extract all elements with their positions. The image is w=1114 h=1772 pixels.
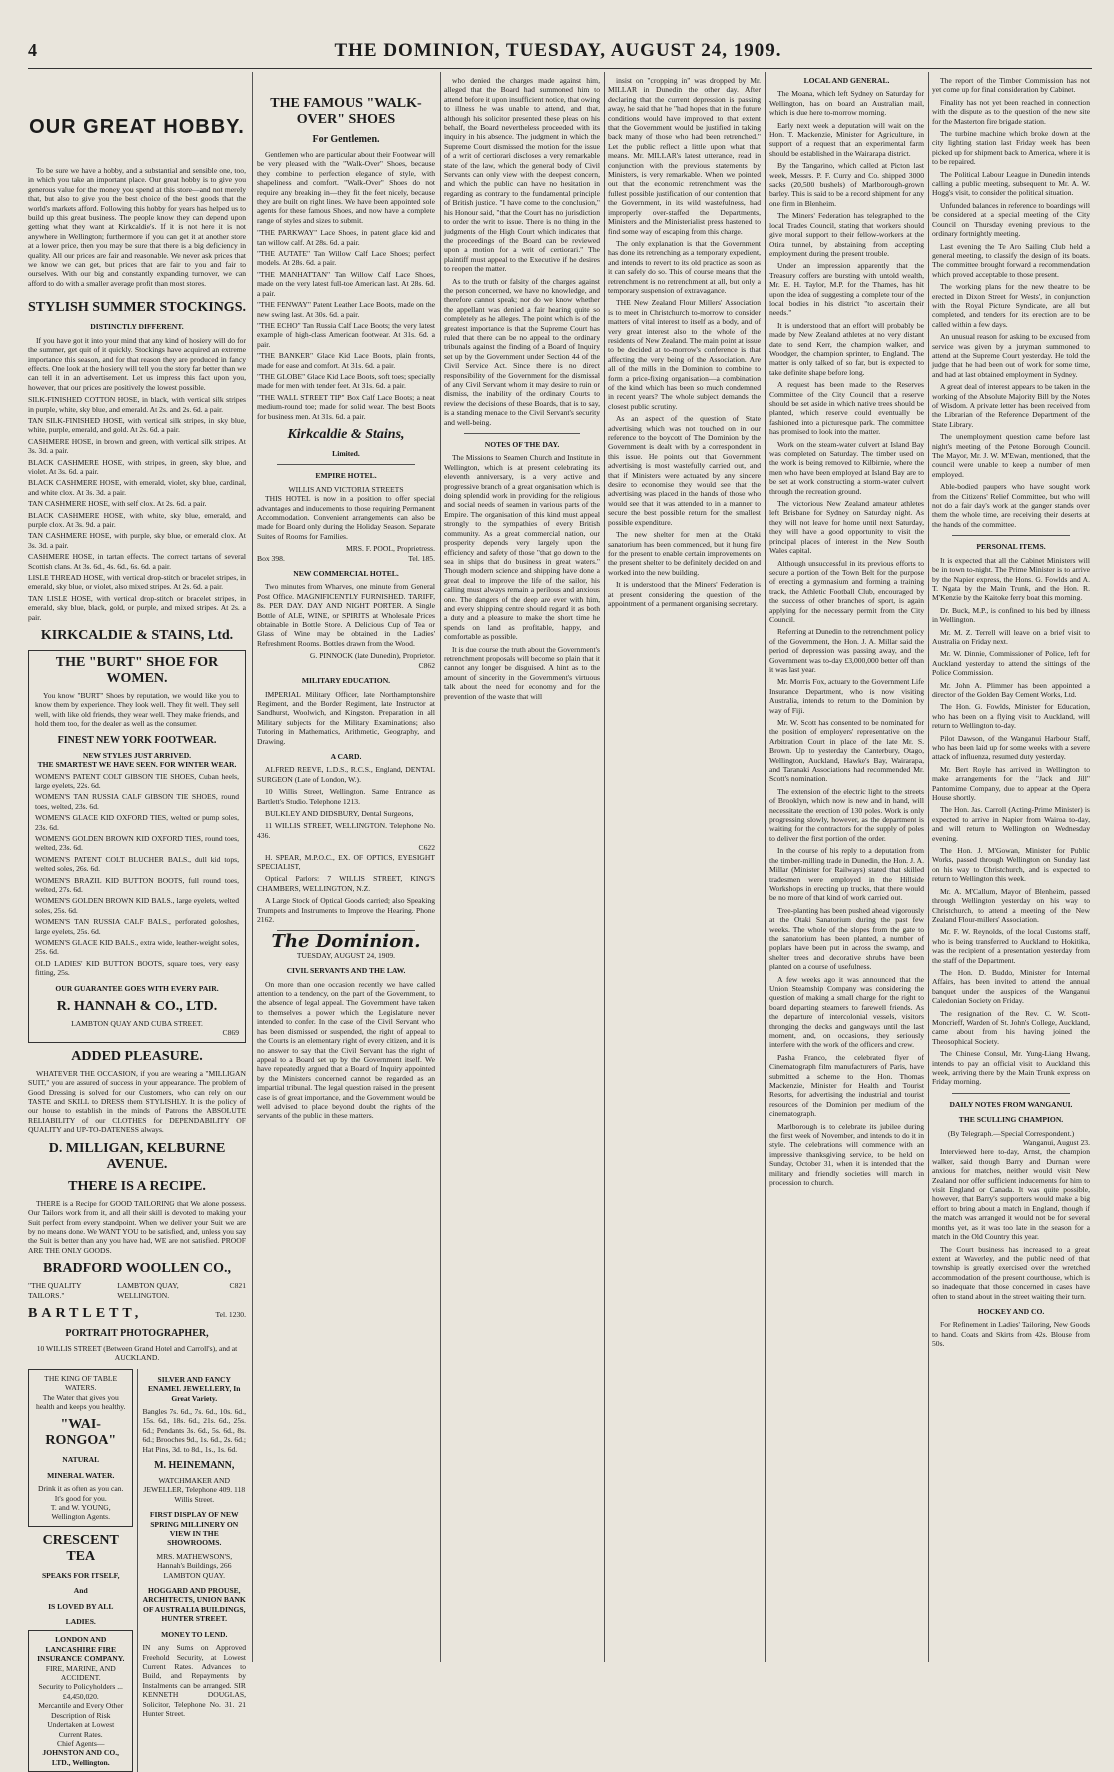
local-item: By the Tangarino, which called at Picton last week, Messrs. P. F. Curry and Co. shipped 3000 sacks (20,500 bushels) of Marlborough-grown barley. This is said to be a record shipment for any one firm in Blenheim.	[769, 161, 924, 208]
personal-item: It is expected that all the Cabinet Ministers will be in town to-night. The Prime Minister is to arrive by the Napier express, the Hons. G. Fowlds and A. T. Ngata by the Main Trunk, and the Hon. R. M'Kenzie by the Kaitoke ferry boat this morning.	[932, 555, 1090, 603]
column-divider	[252, 72, 253, 1662]
walkover-item: "THE FENWAY" Patent Leather Lace Boots, made on the new swing last. At 30s. 6d. a pair.	[257, 300, 435, 319]
millinery-title: FIRST DISPLAY OF NEW SPRING MILLINERY ON VIEW IN THE SHOWROOMS.	[149, 1510, 239, 1548]
personal-item: Mr. F. W. Reynolds, of the local Customs staff, who is being transferred to Auckland to Hokitika, was the recipient of a presentation yesterday from the staff of the Department.	[932, 927, 1090, 965]
column-notes-continued	[608, 76, 761, 1666]
millers-text: THE New Zealand Flour Millers' Association is to meet in Christchurch to-morrow to consider matters of vital interest to itself as a body, and of very great interest also to the whole of the residents of New Zealand. The main point at issue to be decided at to-morrow's conference is that affecting the very being of the Association. Are all of the mills in the Dominion to combine to form a price-fixing organisation—a combination of the kind which has been so much condemned in recent years? The whole subject demands the closest public scrutiny.	[608, 298, 761, 411]
crescent-title: CRESCENT TEA	[42, 1532, 119, 1564]
advertising-text: As an aspect of the question of State advertising which was not touched on in our reference to the boycott of The Dominion by the Government is dealt with by a correspondent in this issue. He points out that Government advertising is most wastefully carried out, and that if Ministers were actuated by any sincere desire to economise they would see that the advertising was placed in the hands of those who would see that it was attended to in a manner to secure the best possible return for the smallest possible expenditure.	[608, 414, 761, 527]
hockey-text: For Refinement in Ladies' Tailoring, New Goods to hand. Coats and Skirts from 42s. Blouse from 50s.	[932, 1320, 1090, 1349]
heinemann-name: M. HEINEMANN,	[154, 1460, 235, 1471]
stocking-item: TAN LISLE HOSE, with vertical drop-stitch or bracelet stripes, in emerald, sky blue, black, gold, or purple, and mixed stripes. At 2s. a pair.	[28, 593, 246, 622]
spear-address: Optical Parlors: 7 WILLIS STREET, KING'S CHAMBERS, WELLINGTON, N.Z.	[257, 874, 435, 893]
local-item: The extension of the electric light to the streets of Brooklyn, which now is new and in hand, will necessitate the erection of 130 poles. Work is only progressing slowly, however, as the department is waiting for the contractors for the supply of poles to deliver the first portion of the order.	[769, 786, 924, 843]
pleasure-title: ADDED PLEASURE.	[71, 1048, 203, 1064]
dominion-title: The Dominion.	[271, 931, 421, 953]
stocking-item: BLACK CASHMERE HOSE, with emerald, violet, sky blue, cardinal, and white clox. At 3s. 3d. a pair.	[28, 478, 246, 497]
bottom-ads-left	[28, 1369, 133, 1772]
column-divider	[440, 72, 441, 1662]
commercial-proprietor: G. PINNOCK (late Dunedin), Proprietor.	[309, 651, 435, 661]
empire-tel: Tel. 185.	[408, 553, 435, 563]
recipe-text: THERE is a Recipe for GOOD TAILORING that We alone possess. Our Tailors work from it, and all their skill is devoted to making your Suit perfect from every standpoint. When we deliver your Suit we are by no means done. We WANT YOU to be satisfied, and, unless you say the Suit is better than any you have had, WE are not satisfied. PROOF ARE THE ONLY GOODS.	[28, 1198, 246, 1255]
bradford-address: LAMBTON QUAY, WELLINGTON.	[117, 1281, 179, 1300]
bradford-code: C821	[229, 1281, 246, 1291]
kirkcaldie-limited: Limited.	[332, 448, 360, 458]
burt-item: WOMEN'S PATENT COLT GIBSON TIE SHOES, Cuban heels, large eyelets, 22s. 6d.	[35, 771, 239, 790]
money-ad: MONEY TO LEND.	[161, 1629, 228, 1639]
editorial-text-1: who denied the charges made against him, alleged that the Board had summoned him to attend before it upon insufficient notice, that owing to illness he was unable to attend, and that, although his solicitor presented these pleas on his behalf, the Board nevertheless proceeded with its inquiry in his absence. The judgment in which the Supreme Court dismissed the motion for the issue of a writ of certiorari discloses a very remarkable state of the law, which the general body of Civil Servants can only view with the deepest concern, and which the public can have no hesitation in regarding as contrary to the fundamental principle of British justice. "I have come to the conclusion," his Honour said, "that the Court has no jurisdiction to order the writ to issue. There is no thing in the judgments of the High Court which indicates that the proceedings of the Board can be reviewed upon a motion for a writ of certiorari." The plaintiff must appeal to the Executive if he desires to reopen the matter.	[444, 76, 600, 274]
empire-proprietor: MRS. F. POOL, Proprietress.	[345, 544, 435, 554]
london-agent-label: Chief Agents—	[57, 1738, 105, 1748]
news-item: A great deal of interest appears to be taken in the working of the Absolute Majority Bill by the Notes of Wisdom. A private letter has been received from the Librarian of the Reference Department of the State Library.	[932, 382, 1090, 429]
sculling-byline: (By Telegraph.—Special Correspondent.)	[947, 1128, 1075, 1138]
column-editorial-continued	[444, 76, 600, 1666]
column-personal-wanganui	[932, 76, 1090, 1666]
column-divider	[928, 72, 929, 1662]
reeve-address: 10 Willis Street, Wellington. Same Entrance as Bartlett's Studio. Telephone 1213.	[257, 787, 435, 806]
news-item: Able-bodied paupers who have sought work from the Citizens' Relief Committee, but who will not do a fair day's work at the ganger stands over them the whole time, are receiving their deserts at the hands of the committee.	[932, 482, 1090, 529]
bradford-tagline: "THE QUALITY TAILORS."	[28, 1281, 82, 1300]
sculling-place: Wanganui, August 23.	[1022, 1138, 1090, 1148]
stocking-item: LISLE THREAD HOSE, with vertical drop-stitch or bracelet stripes, in emerald, sky blue, or violet, also mixed stripes. At 2s. 6d. a pair.	[28, 573, 246, 592]
recipe-title: THERE IS A RECIPE.	[68, 1178, 206, 1194]
page-number: 4	[28, 40, 37, 60]
burt-item: WOMEN'S TAN RUSSIA CALF BALS., perforated goloshes, large eyelets, 25s. 6d.	[35, 917, 239, 936]
notes-text-2: It is due course the truth about the Government's retrenchment proposals will become so plain that it cannot any longer be disguised. A hint as to the amount of sincerity in the Government's virtuous talk about the need for economy and for the prevention of the waste that will	[444, 644, 600, 701]
military-text: IMPERIAL Military Officer, late Northamptonshire Regiment, and the Border Regiment, late Instructor at Sandhurst, Woolwich, and Kingston. Preparation in all Military subjects for the Military Examinations; also Tutoring in Mathematics, Arithmetic, Geography, and Drawing.	[257, 689, 435, 746]
walkover-item: "THE ECHO" Tan Russia Calf Lace Boots; the very latest example of high-class American footwear. At 31s. 6d. a pair.	[257, 320, 435, 349]
news-item: The working plans for the new theatre to be erected in Dixon Street for Wests', in conjunction with the Royal Picture Syndicate, are all but completed, and tenders for its erection are to be called within a few days.	[932, 282, 1090, 329]
local-item: A request has been made to the Reserves Committee of the City Council that a reserve should be set aside in which native trees should be planted, which reserve could eventually be fashioned into a picturesque park. The committee has promised to look into the matter.	[769, 380, 924, 437]
column-divider	[765, 72, 766, 1662]
local-general-title: LOCAL AND GENERAL.	[803, 76, 890, 85]
local-item: Although unsuccessful in its previous efforts to secure a portion of the Town Belt for the purpose of erecting a gymnasium and forming a training track, the Athletic Football Club, encouraged by the success of other branches of sport, is again applying for the necessary permit from the City Council.	[769, 558, 924, 624]
silver-list: Bangles 7s. 6d., 7s. 6d., 10s. 6d., 15s. 6d., 18s. 6d., 21s. 6d., 25s. 6d.; Pendants 3s. 6d., 5s. 6d., 8s. 6d.; Brooches 9d., 1s. 6d., 2s. 6d.; Hat Pins, 3d. to 8d., 1s., 1s. 6d.	[142, 1406, 246, 1454]
personal-item: Mr. John A. Plimmer has been appointed a director of the Golden Bay Cement Works, Ltd.	[932, 680, 1090, 699]
local-item: Mr. W. Scott has consented to be nominated for the position of employers' representative on the Arbitration Court in place of the late Mr. S. Brown. Up to yesterday the Canterbury, Otago, Wellington, Auckland, Hawke's Bay, Wairarapa, and Taranaki Associations had recommended Mr. Scott's nomination.	[769, 718, 924, 784]
hobby-text: To be sure we have a hobby, and a substantial and sensible one, too, in which you take an important place. Our great hobby is to give you generous value for the money you spend at this store—and not merely that, but also to give you the best choice of the best goods that the world's markets afford. Following this hobby for years has helped us to build up this great business. The people know they can depend upon getting what they want at Kirkcaldie's. If it is not here it is not anywhere in Wellington; furthermore if you can get it at another store at a lower price, then you may be sure that there is a big deficiency in quality. All our prices are fair and reasonable. We never ask prices that we know we can get, but prices that are fair to you and fair to ourselves. With our big and constantly expanding turnover, we can afford to do with a smaller average profit than most stores.	[28, 166, 246, 288]
empire-text: THIS HOTEL is now in a position to offer special advantages and inducements to those requiring Permanent Accommodation. Convenient arrangements can also be made for Board only during the Holiday Season. Separate Suites of Rooms for Families.	[257, 494, 435, 541]
stocking-item: BLACK CASHMERE HOSE, with stripes, in green, sky blue, and violet. At 3s. 6d. a pair.	[28, 457, 246, 476]
local-item: Tree-planting has been pushed ahead vigorously at the Otaki Sanatorium during the past few weeks. The whole of the slopes from the gate to the sanatorium has been planted, a number of poplars have been put in across the swamp, and shelter trees and decorative shrubs have been planted on a course of usefulness.	[769, 905, 924, 972]
bartlett-tel: Tel. 1230.	[215, 1309, 246, 1319]
local-item: Early next week a deputation will wait on the Hon. T. Mackenzie, Minister for Agriculture, in support of a request that an experimental farm should be established in the Wairarapa district.	[769, 120, 924, 158]
wai-sub: The Water that gives you health and keeps you healthy.	[35, 1392, 126, 1411]
wai-agents: T. and W. YOUNG, Wellington Agents.	[50, 1503, 111, 1522]
news-item: The turbine machine which broke down at the city lighting station last Friday week has been picked up for shipment back to America, where it is to be repaired.	[932, 129, 1090, 167]
local-item: Work on the steam-water culvert at Island Bay was completed on Saturday. The timber used on the work is being removed to Kilbirnie, where the men who have been employed at Island Bay are to be set at work constructing a storm-water culvert through the recreation ground.	[769, 439, 924, 496]
stocking-item: BLACK CASHMERE HOSE, with white, sky blue, emerald, and purple clox. At 3s. 9d. a pair.	[28, 510, 246, 529]
wanganui-title: DAILY NOTES FROM WANGANUI.	[949, 1099, 1073, 1109]
local-item: Referring at Dunedin to the retrenchment policy of the Government, the Hon. J. A. Millar said the period of depression was passing away, and the Government was to-day £3,000,000 better off than it was last year.	[769, 627, 924, 674]
bartlett-row	[28, 1306, 246, 1322]
column-divider	[604, 72, 605, 1662]
masthead-rule	[28, 68, 1092, 69]
personal-item: Mr. Bert Royle has arrived in Wellington to make arrangements for the "Jack and Jill" Pantomime Company, due to appear at the Opera House shortly.	[932, 764, 1090, 803]
empire-title: EMPIRE HOTEL.	[315, 471, 377, 481]
wai-mineral: MINERAL WATER.	[47, 1470, 115, 1480]
newspaper-title: THE DOMINION, TUESDAY, AUGUST 24, 1909.	[334, 40, 782, 61]
hannah-address: LAMBTON QUAY AND CUBA STREET.	[71, 1019, 203, 1029]
hannah-name: R. HANNAH & CO., LTD.	[56, 999, 218, 1015]
news-item: The unemployment question came before last night's meeting of the Petone Borough Council. The Mayor, Mr. J. W. M'Ewan, mentioned, that the council were unable to keep a number of men employed.	[932, 432, 1090, 479]
notes-title: NOTES OF THE DAY.	[484, 440, 560, 450]
hobby-title: OUR GREAT HOBBY.	[29, 116, 245, 138]
personal-item: Mr. W. Dinnie, Commissioner of Police, left for Auckland yesterday to attend the sittings of the Police Commission.	[932, 649, 1090, 678]
masthead	[28, 40, 1088, 66]
spear-text: A Large Stock of Optical Goods carried; also Speaking Trumpets and Instruments to Improve the Hearing. Phone 2162.	[257, 896, 435, 925]
news-item: The Political Labour League in Dunedin intends calling a public meeting, subsequent to Mr. A. W. Hogg's visit, to consider the political situation.	[932, 169, 1090, 198]
news-item: The report of the Timber Commission has not yet come up for final consideration by Cabinet.	[932, 76, 1090, 95]
divider	[464, 433, 580, 434]
wai-drink: Drink it as often as you can. It's good for you.	[38, 1484, 124, 1503]
crescent-line: LADIES.	[65, 1617, 96, 1627]
burt-title: THE "BURT" SHOE FOR WOMEN.	[55, 655, 219, 687]
burt-item: WOMEN'S GLACE KID OXFORD TIES, welted or pump soles, 23s. 6d.	[35, 813, 239, 832]
divider	[952, 535, 1070, 536]
notes-text: The Missions to Seamen Church and Institute in Wellington, which is at present celebrating its eleventh anniversary, is a very active and progressive branch of a great organisation which is doing splendid work in providing for the religious and social needs of seamen in various parts of the Empire. The organisation of this kind must appeal strongly to the sympathies of every British community. As a great commercial nation, our prosperity depends very largely upon the efficiency and safety of those "that go down to the sea in ships that do business in great waters." Though modern science and shipping have done a great deal to improve the life of the sailor, his calling must always remain a perilous and anxious one. The dangers of the deep are ever with him, and every shipping centre should regard it as both a duty and a pleasure to make the short time he spends on land as profitable, happy, and comfortable as possible.	[444, 453, 600, 642]
london-ad	[28, 1630, 133, 1772]
pleasure-text: WHATEVER THE OCCASION, if you are wearing a "MILLIGAN SUIT," you are assured of success in your appearance. The problem of Good Dressing is solved for our Customers, who can rely on our TASTE and SKILL to DRESS them STYLISHLY. It is the policy of our house to establish in the minds of Patrons the ABSOLUTE RELIABILITY of our CLOTHES for DEPENDABILITY OF QUALITY and UP-TO-DATENESS always.	[28, 1068, 246, 1135]
personal-item: Mr. A. M'Callum, Mayor of Blenheim, passed through Wellington yesterday on his way to Christchurch, to attend a meeting of the New Zealand Flour-millers' Association.	[932, 886, 1090, 924]
commercial-title: NEW COMMERCIAL HOTEL.	[293, 569, 399, 579]
walkover-item: "THE WALL STREET TIP" Box Calf Lace Boots; a neat medium-round toe; made for solid wear. The best Boots for business men. At 31s. 6d. a pair.	[257, 392, 435, 421]
london-title: LONDON AND LANCASHIRE FIRE INSURANCE COMPANY.	[37, 1635, 125, 1664]
personal-item: Pilot Dawson, of the Wanganui Harbour Staff, who has been laid up for some weeks with a severe attack of influenza, resumed duty yesterday.	[932, 733, 1090, 762]
burt-item: WOMEN'S BRAZIL KID BUTTON BOOTS, full round toes, welted, 27s. 6d.	[35, 875, 239, 894]
london-agents: JOHNSTON AND CO., LTD., Wellington.	[42, 1748, 120, 1767]
wai-name: "WAI-RONGOA"	[45, 1417, 117, 1449]
burt-subtitle-3: THE SMARTEST WE HAVE SEEN. FOR WINTER WEAR.	[37, 760, 237, 770]
personal-item: The Hon. Jas. Carroll (Acting-Prime Minister) is expected to arrive in Napier from Wairoa to-day, and will return to Wellington on Wednesday evening.	[932, 805, 1090, 843]
bulkley-name: BULKLEY AND DIDSBURY, Dental Surgeons,	[265, 808, 414, 818]
column-local-general	[769, 76, 924, 1666]
wai-rongoa-ad	[28, 1369, 133, 1527]
personal-title: PERSONAL ITEMS.	[976, 542, 1046, 552]
news-item: Finality has not yet been reached in connection with the dispute as to the question of the new site for the Masterton fire brigade station.	[932, 97, 1090, 126]
editorial-text: On more than one occasion recently we have called attention to a tendency, on the part of the Government, to the absence of legal appeal. The Government have taken to themselves a power which the Legislature never intended to confer. In the case of the Civil Servant who has been dismissed or suspended, the right of appeal to the Courts is an elementary right of every citizen, and it is no answer to say that the Civil Servant has the right of appeal to a Board set up by the Government itself. We have repeatedly argued that a Board of Inquiry appointed by the Ministers concerned cannot be regarded as an impartial tribunal. The legal question raised in the present case is of great importance, and the Government would be well advised to place beyond doubt the rights of the servants of the public in these matters.	[257, 979, 435, 1121]
burt-subtitle: FINEST NEW YORK FOOTWEAR.	[57, 734, 217, 746]
walkover-item: "THE AUTATE" Tan Willow Calf Lace Shoes; perfect models. At 28s. 6d. a pair.	[257, 249, 435, 268]
stockings-text: If you have got it into your mind that any kind of hosiery will do for the summer, get quit of it quickly. Stockings have acquired an extreme importance this season, and for that reason they are produced in fancy effects. One look at the hosiery will tell you the story far better than we can tell it in an advertisement. Let us impress this fact upon you, however, that our prices are positively the lowest possible.	[28, 335, 246, 392]
empire-box: Box 398.	[257, 553, 285, 563]
wai-natural: NATURAL	[62, 1455, 100, 1465]
silver-ad: SILVER AND FANCY ENAMEL JEWELLERY, In Great Variety.	[147, 1374, 241, 1403]
personal-item: Mr. M. Z. Terrell will leave on a brief visit to Australia on Friday next.	[932, 627, 1090, 646]
stockings-subtitle: DISTINCTLY DIFFERENT.	[90, 322, 184, 332]
hannah-code: C869	[222, 1028, 239, 1038]
local-item: The Miners' Federation has telegraphed to the local Trades Council, stating that workers should give moral support to their fellow-workers at the Otira tunnel, by abstaining from accepting employment during the present trouble.	[769, 211, 924, 258]
notes-continued-1: insist on "cropping in" was dropped by Mr. MILLAR in Dunedin the other day. After declaring that the current depression is passing away, he said that he "had hopes that in the future conditions would have improved to that extent that the Government would be justified in taking back many of those who had been retrenched." Let the public reflect a little upon what that means. Mr. MILLAR's latest utterance, read in conjunction with the previous statements by Ministers, is very remarkable. When we pointed out that the economic retrenchment was the fullest possible justification of our contention that the Government, in its wild wastefulness, had improperly over-staffed the Departments, Ministers and the Ministerialist press hastened to find some way of escaping from this charge.	[608, 76, 761, 236]
commercial-text: Two minutes from Wharves, one minute from General Post Office. MAGNIFICENTLY FURNISHED. TARIFF, 8s. PER DAY. DAY AND NIGHT PORTER. A Single Bottle of ALE, WINE, or SPIRITS at Wholesale Prices obtainable in Bottle Store. A Delicious Cup of Tea or Glass of Wine may be obtained in the Ladies' Refreshment Rooms. Bottles drawn from the Wood.	[257, 582, 435, 648]
miners-text: It is understood that the Miners' Federation is at present considering the question of the appointment of a permanent organising secretary.	[608, 580, 761, 608]
bottom-ads-row	[28, 1369, 246, 1772]
crescent-line: And	[73, 1586, 88, 1596]
personal-item: The Hon. J. M'Gowan, Minister for Public Works, passed through Wellington on Sunday last on his way to Christchurch, and is expected to return to Wellington this week.	[932, 846, 1090, 884]
dominion-date: TUESDAY, AUGUST 24, 1909.	[296, 950, 396, 960]
stocking-item: TAN CASHMERE HOSE, with self clox. At 2s. 6d. a pair.	[28, 499, 207, 509]
bartlett-subtitle: PORTRAIT PHOTOGRAPHER,	[65, 1327, 209, 1339]
walkover-text: Gentlemen who are particular about their Footwear will be very pleased with the "Walk-Over" Shoes, because they combine to perfection elegance of style, with shapeliness and comfort. "Walk-Over" Shoes do not require any breaking in—they fit the feet nicely, because they are built on right lines. We have been appointed sole agents for these famous Shoes, and now have a complete range of styles and sizes to submit.	[257, 150, 435, 225]
burt-item: WOMEN'S GLACE KID BALS., extra wide, leather-weight soles, 25s. 6d.	[35, 938, 239, 957]
burt-text: You know "BURT" Shoes by reputation, we would like you to know them by experience. They look well. They fit well. They sell well, with like old friends, they wear well. They make friends, and hold them too, for the dealer as well as the consumer.	[35, 691, 239, 729]
local-item: Under an impression apparently that the Treasury coffers are bursting with untold wealth, Mr. E. H. Taylor, M.P. for the Thames, has hit upon the idea of suggesting a complete tour of the local bodies in his district "to ascertain their needs."	[769, 261, 924, 318]
walkover-subtitle: For Gentlemen.	[312, 134, 380, 145]
local-item: In the course of his reply to a deputation from the timber-milling trade in Dunedin, the Hon. J. A. Millar (Minister for Railways) stated that skilled tradesmen were employed in the Hillside Workshops in erecting up trucks, that there would be no more of that kind of work carried out.	[769, 846, 924, 903]
burt-shoe-ad	[28, 650, 246, 1043]
local-item: A few weeks ago it was announced that the Union Steamship Company was considering the question of making a small charge for the right to board departing steamers to farewell friends. As the departure of intercolonial vessels, visitors thronging the decks and gangways until the last moment, and, on occasions, they seriously interfere with the work of the officers and crew.	[769, 974, 924, 1050]
local-item: Pasha Franco, the celebrated flyer of Cinematograph film manufacturers of Paris, have submitted a scheme to the Hon. Thomas Mackenzie, Minister for Health and Tourist Resorts, for advertising the industrial and tourist resources of the Dominion per medium of the cinematograph.	[769, 1052, 924, 1119]
editorial-text-2: As to the truth or falsity of the charges against the person concerned, we have no knowledge, and therefore cannot speak; nor do we know whether the appellant was denied a fair hearing quite so completely as he alleges. The point which is of the greatest importance is that the Supreme Court has ruled that there can be no appeal to the ordinary tribunals against the finding of a Board of Inquiry set up by the Government under Section 44 of the Civil Service Act. Since there is no direct responsibility of the Government for the dismissal of any Civil Servant whom it may desire to ruin or dismiss, the inability of the ordinary Courts to review the decisions of these Boards, that is to say, is a standing menace to the Civil Servant's security and well-being.	[444, 276, 600, 427]
burt-item: WOMEN'S TAN RUSSIA CALF GIBSON TIE SHOES, round toes, welted, 23s. 6d.	[35, 792, 239, 811]
personal-item: The Chinese Consul, Mr. Yung-Liang Hwang, intends to pay an official visit to Auckland this week, arriving there by the Main Trunk express on Friday morning.	[932, 1049, 1090, 1087]
personal-item: The Hon. D. Buddo, Minister for Internal Affairs, has been invited to attend the annual banquet under the auspices of the Wanganui Caledonian Society on Friday.	[932, 967, 1090, 1006]
burt-item: WOMEN'S GOLDEN BROWN KID BALS., large eyelets, welted soles, 25s. 6d.	[35, 896, 239, 915]
burt-guarantee: OUR GUARANTEE GOES WITH EVERY PAIR.	[55, 983, 219, 993]
divider	[952, 1093, 1070, 1094]
millinery-name: MRS. MATHEWSON'S, Hannah's Buildings, 266 LAMBTON QUAY.	[156, 1551, 233, 1580]
military-title: MILITARY EDUCATION.	[301, 676, 391, 686]
stocking-item: TAN SILK-FINISHED HOSE, with vertical silk stripes, in sky blue, white, purple, emerald, and gold. At 2s. 6d. a pair.	[28, 415, 246, 435]
burt-item: OLD LADIES' KID BUTTON BOOTS, square toes, very easy fitting, 25s.	[35, 958, 239, 978]
bulkley-address: 11 WILLIS STREET, WELLINGTON. Telephone No. 436.	[257, 821, 435, 840]
milligan-name: D. MILLIGAN, KELBURNE AVENUE.	[48, 1140, 226, 1172]
personal-item: The resignation of the Rev. C. W. Scott-Moncrieff, Warden of St. John's College, Auckland, came about from his having joined the Theosophical Society.	[932, 1008, 1090, 1046]
burt-subtitle-2: NEW STYLES JUST ARRIVED.	[82, 750, 192, 760]
news-item: Unfunded balances in reference to boardings will be considered at a special meeting of the City Council on Thursday evening previous to the ordinary fortnightly meeting.	[932, 200, 1090, 239]
sanatorium-text: The new shelter for men at the Otaki sanatorium has been commenced, but it hung fire for the present to enable certain improvements on the present shelter to be definitely decided on and worked into the new building.	[608, 530, 761, 577]
stocking-item: CASHMERE HOSE, in brown and green, with vertical silk stripes. At 3s. 3d. a pair.	[28, 436, 246, 456]
london-sub: FIRE, MARINE, AND ACCIDENT.	[45, 1663, 116, 1683]
news-item: Last evening the Te Aro Sailing Club held a general meeting, to classify the design of its boats. The committee brought forward a recommendation which proved acceptable to those present.	[932, 241, 1090, 279]
bulkley-code: C622	[418, 843, 435, 853]
walkover-title: THE FAMOUS "WALK-OVER" SHOES	[270, 96, 422, 127]
local-item: Marlborough is to celebrate its jubilee during the first week of November, and intends to do it in style. The celebrations will commence with an impressive thanksgiving service, to be held on Sunday, October 31, when it is intended that the military and friendly societies will march in procession to church.	[769, 1121, 924, 1188]
personal-item: The Hon. G. Fowlds, Minister for Education, who has been on a flying visit to Auckland, will return to Wellington to-day.	[932, 702, 1090, 731]
burt-item: WOMEN'S GOLDEN BROWN KID OXFORD TIES, round toes, welted, 23s. 6d.	[35, 833, 239, 853]
bradford-row	[28, 1281, 246, 1300]
bottom-ads-right	[137, 1369, 246, 1772]
news-item: An unusual reason for asking to be excused from service was given by a juryman summoned to attend at the Supreme Court yesterday. He told the judge that he had been out of work for some time, and had at last obtained employment in Sydney.	[932, 332, 1090, 379]
stockings-title: STYLISH SUMMER STOCKINGS.	[28, 300, 246, 316]
notes-continued-2: The only explanation is that the Government has done its retrenching as a temporary expedient, and intends to revert to its old practice as soon as it can safely do so. This of course means that the retrenchment is no retrenchment at all, but only a temporary suspension of extravagance.	[608, 238, 761, 295]
editorial-title: CIVIL SERVANTS AND THE LAW.	[286, 966, 406, 976]
hoggard-ad: HOGGARD AND PROUSE, ARCHITECTS, UNION BANK OF AUSTRALIA BUILDINGS, HUNTER STREET.	[142, 1586, 246, 1624]
local-item: The victorious New Zealand amateur athletes left Brisbane for Sydney on Saturday night. As they will not leave for home until next Saturday, they will have a good opportunity to visit the principal places of interest in the New South Wales capital.	[769, 499, 924, 556]
column-kirkcaldie-ads	[28, 76, 246, 1767]
local-item: It is understood that an effort will probably be made by New Zealand athletes at no very distant date to send Kerr, the champion walker, and Woodger, the champion sprinter, to England. The matter is only talked of so far, but is expected to take definite shape before long.	[769, 320, 924, 377]
heinemann-sub: WATCHMAKER AND JEWELLER, Telephone 409. 118 Willis Street.	[143, 1476, 246, 1504]
crescent-line: IS LOVED BY ALL	[48, 1601, 114, 1611]
bartlett-name: BARTLETT,	[28, 1305, 143, 1321]
wai-top: THE KING OF TABLE WATERS.	[44, 1373, 118, 1393]
local-item: The Moana, which left Sydney on Saturday for Wellington, has on board an Australian mail, which is due here to-morrow morning.	[769, 89, 924, 118]
empire-address: WILLIS AND VICTORIA STREETS	[288, 484, 404, 494]
sculling-text: Interviewed here to-day, Arnst, the champion walker, said though Barry and Durnan were anxious for matches, neither would visit New Zealand nor offer sufficient inducements for him to visit England or Canada. It was quite possible, however, that Barry's supporters would make a big effort to bring about a match in England, though if the match was arranged it would not be for several months yet, as it was too late in the season for a match in the Old Country this year.	[932, 1147, 1090, 1242]
hockey-title: HOCKEY AND CO.	[977, 1306, 1045, 1316]
column-walkover-editorial	[257, 76, 435, 1666]
london-security: Security to Policyholders ... £4,450,020.	[38, 1682, 123, 1701]
bradford-name: BRADFORD WOOLLEN CO.,	[43, 1261, 231, 1277]
burt-item: WOMEN'S PATENT COLT BLUCHER BALS., dull kid tops, welted soles, 26s. 6d.	[35, 854, 239, 874]
commercial-code: C862	[418, 660, 435, 670]
money-text: IN any Sums on Approved Freehold Security, at Lowest Current Rates. Advances to Build, and Repayments by Instalments can be arranged. SIR KENNETH DOUGLAS, Solicitor, Telephone No. 31. 21 Hunter Street.	[142, 1643, 246, 1718]
divider	[277, 464, 415, 465]
bartlett-address: 10 WILLIS STREET (Between Grand Hotel and Carroll's), and at AUCKLAND.	[36, 1343, 238, 1363]
card-title: A CARD.	[330, 751, 362, 761]
walkover-item: "THE PARKWAY" Lace Shoes, in patent glace kid and tan willow calf. At 28s. 6d. a pair.	[257, 228, 435, 247]
empire-contact	[257, 554, 435, 563]
crescent-line: SPEAKS FOR ITSELF,	[41, 1570, 120, 1580]
kirkcaldie-signature: KIRKCALDIE & STAINS, Ltd.	[40, 628, 234, 644]
walkover-item: "THE BANKER" Glace Kid Lace Boots, plain fronts, made for ease and comfort. At 31s. 6d. a pair.	[257, 351, 435, 370]
sculling-text-2: The Court business has increased to a great extent at Waverley, and the public need of that township is greatly exercised over the wretched accommodation of the present courthouse, which is so inadequate that those concerned in cases have often to stand about in the street waiting their turn.	[932, 1244, 1090, 1301]
stocking-item: CASHMERE HOSE, in tartan effects. The correct tartans of several Scottish clans. At 3s. 6d., 4s. 6d., 6s. 6d. a pair.	[28, 552, 246, 571]
local-item: Mr. Morris Fox, actuary to the Government Life Insurance Department, who is now visiting Australia, intends to return to the Dominion by way of Fiji.	[769, 677, 924, 715]
london-text: Mercantile and Every Other Description of Risk Undertaken at Lowest Current Rates.	[38, 1701, 124, 1739]
personal-item: Dr. Buck, M.P., is confined to his bed by illness in Wellington.	[932, 605, 1090, 625]
walkover-item: "THE MANHATTAN" Tan Willow Calf Lace Shoes, made on the very latest full-toe American last. At 28s. 6d. a pair.	[257, 269, 435, 298]
kirkcaldie-name: Kirkcaldie & Stains,	[287, 426, 405, 442]
stocking-item: SILK-FINISHED COTTON HOSE, in black, with vertical silk stripes in purple, white, sky blue, and emerald. At 2s. and 2s. 6d. a pair.	[28, 395, 246, 414]
sculling-title: THE SCULLING CHAMPION.	[958, 1115, 1064, 1125]
stocking-item: TAN CASHMERE HOSE, with purple, sky blue, or emerald clox. At 3s. 3d. a pair.	[28, 531, 246, 550]
reeve-name: ALFRED REEVE, L.D.S., R.C.S., England, DENTAL SURGEON (Late of London, W.).	[257, 765, 435, 784]
spear-name: H. SPEAR, M.P.O.C., EX. OF OPTICS, EYESIGHT SPECIALIST,	[257, 852, 435, 871]
walkover-item: "THE GLOBE" Glace Kid Lace Boots, soft toes; specially made for men with tender feet. At 31s. 6d. a pair.	[257, 371, 435, 391]
